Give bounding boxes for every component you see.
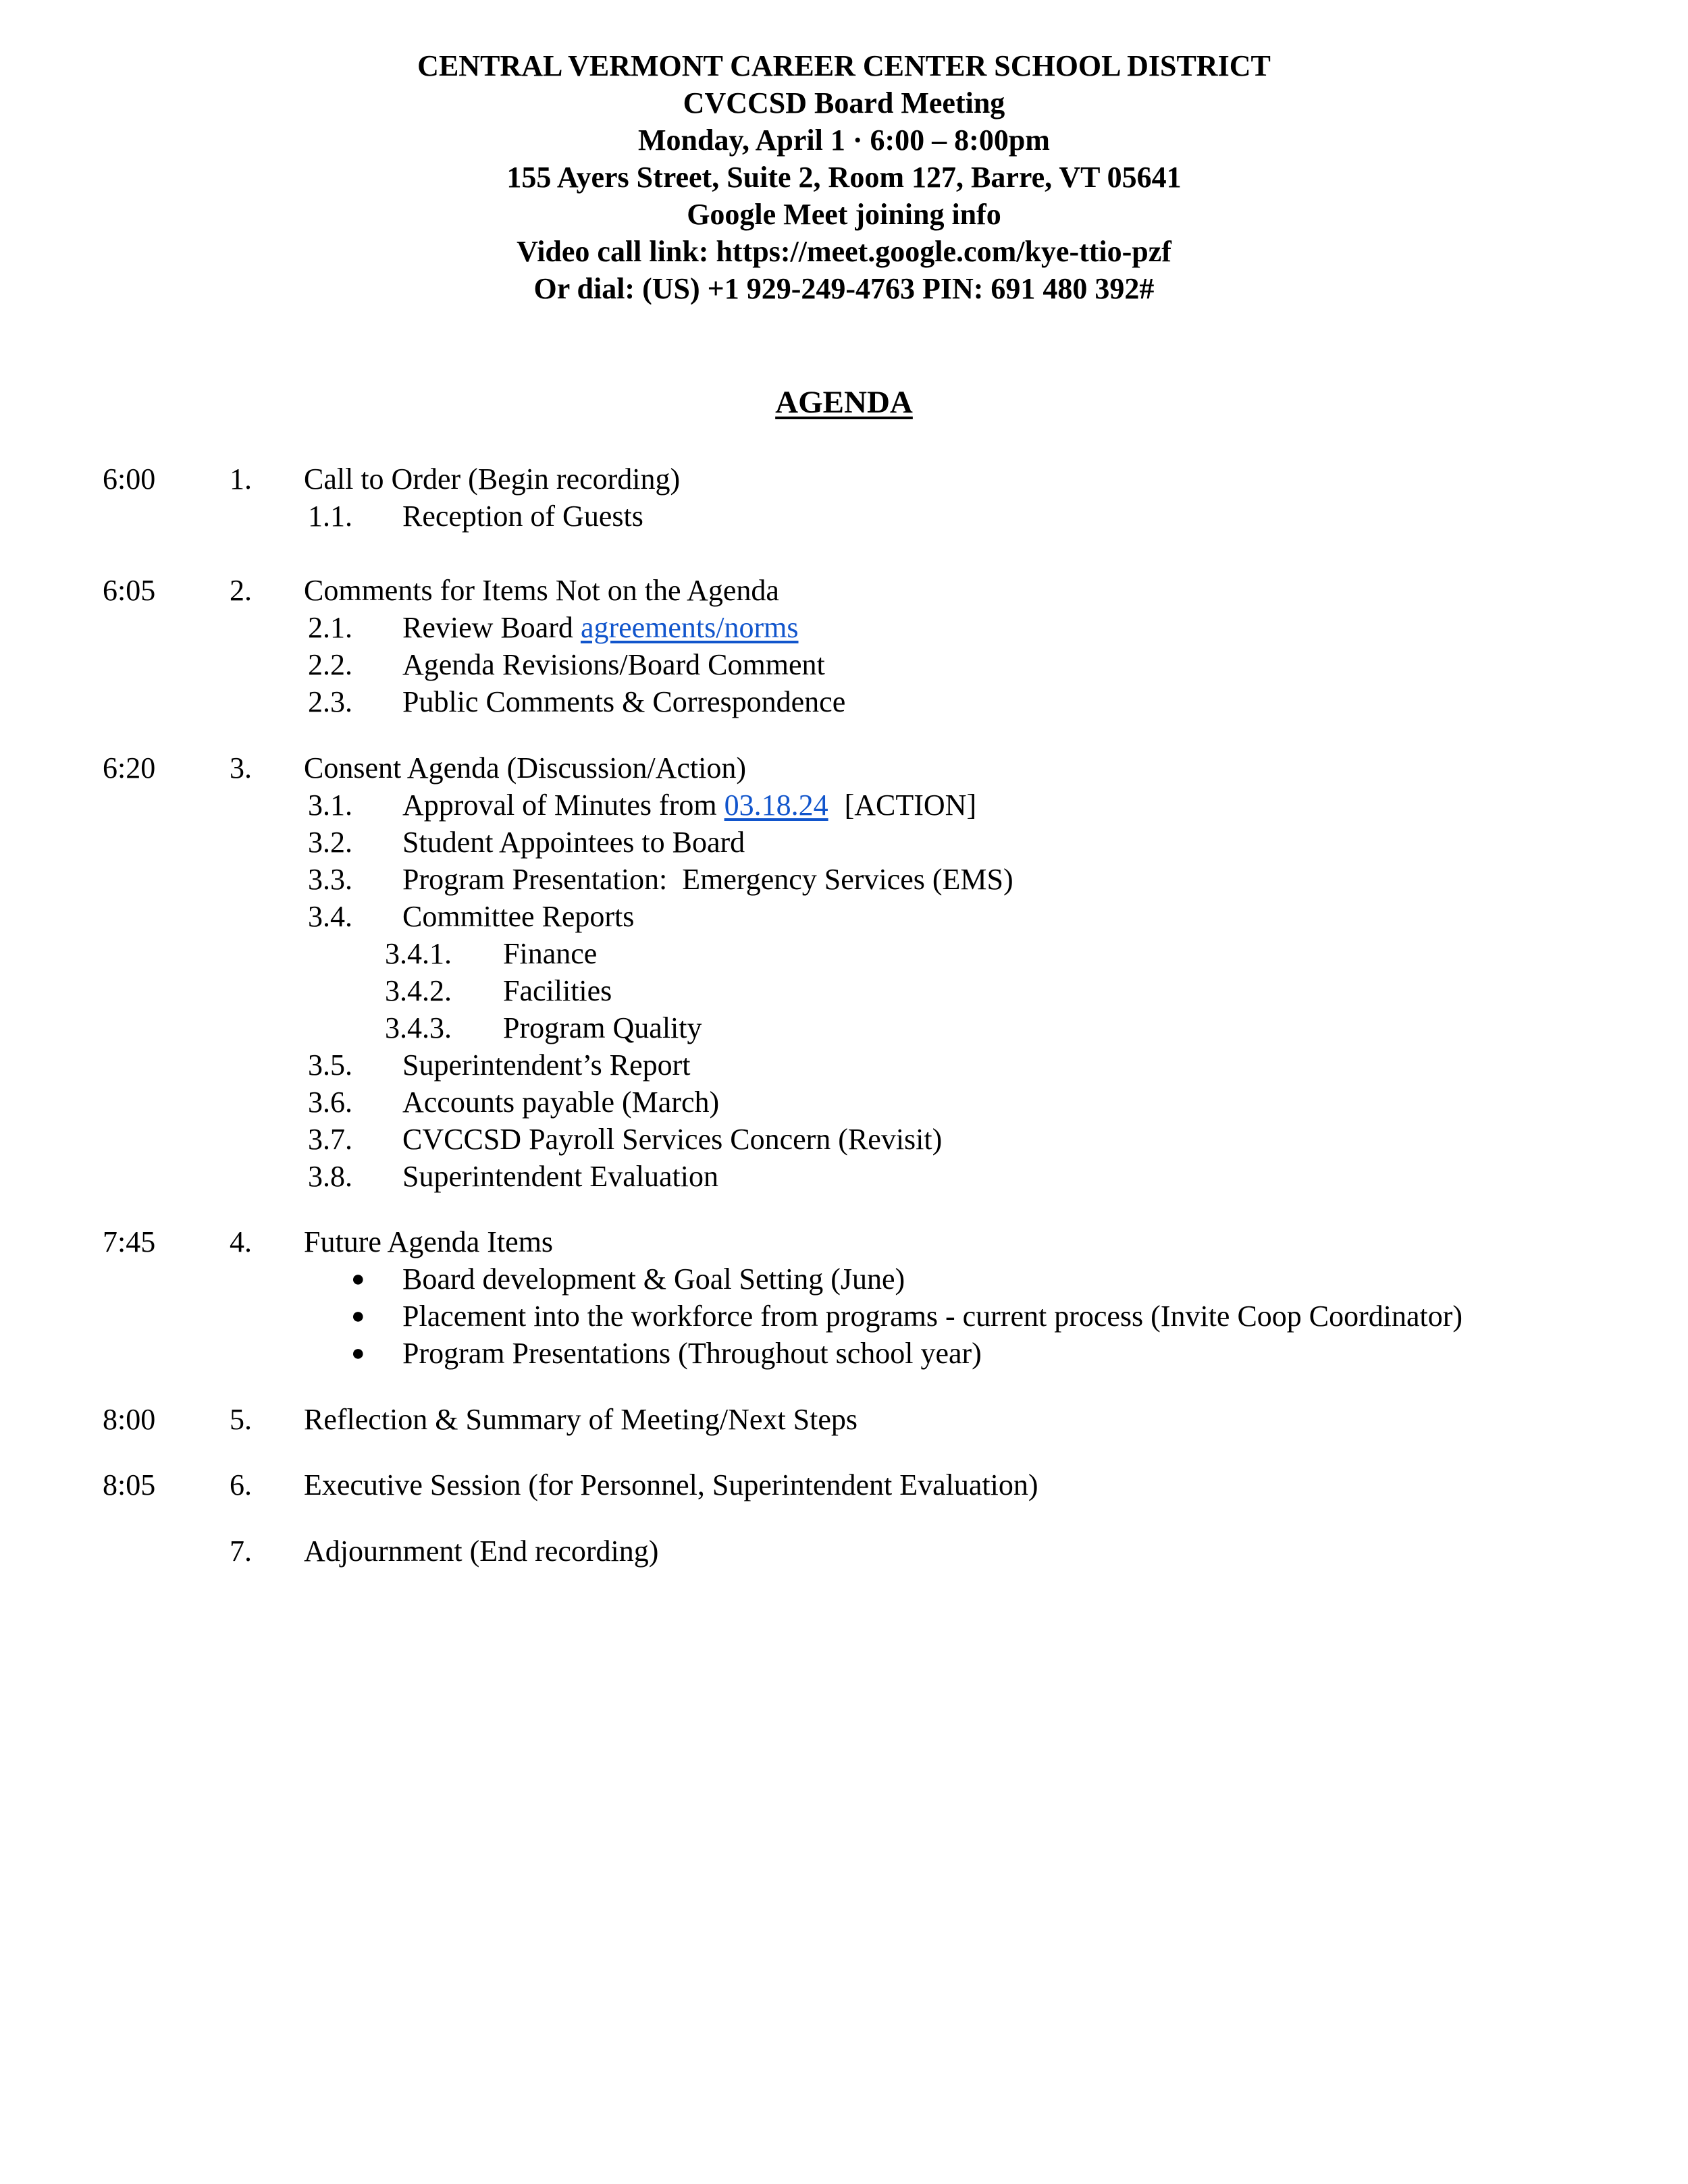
subitem-number: 3.4. [308, 900, 352, 933]
bullet-icon: ● [351, 1267, 365, 1291]
agenda-subitem-3-8 [0, 1158, 1688, 1195]
subitem-text [402, 787, 976, 824]
agenda-subitem-3-1 [0, 787, 1688, 824]
item-text: Executive Session (for Personnel, Superintendent Evaluation) [304, 1468, 1038, 1501]
subsubitem-number: 3.4.1. [385, 937, 452, 970]
agreements-norms-link[interactable]: agreements/norms [580, 611, 799, 644]
subitem-text: Program Presentation: Emergency Services (EMS) [402, 863, 1013, 896]
agenda-title: AGENDA [775, 385, 913, 420]
agenda-item-5 [0, 1401, 1688, 1438]
subitem-number: 3.1. [308, 789, 352, 822]
item-text: Reflection & Summary of Meeting/Next Steps [304, 1403, 858, 1436]
agenda-item-3 [0, 749, 1688, 787]
agenda-subitem-3-7 [0, 1121, 1688, 1158]
item-number: 5. [230, 1403, 252, 1436]
subitem-text [402, 609, 799, 646]
agenda-subitem-3-5 [0, 1046, 1688, 1084]
item-time: 6:20 [103, 751, 156, 784]
subitem-number: 2.2. [308, 648, 352, 681]
subitem-text: Student Appointees to Board [402, 826, 745, 859]
subitem-number: 3.8. [308, 1160, 352, 1193]
subitem-text-prefix: Approval of Minutes from [402, 789, 724, 822]
item-number: 7. [230, 1535, 252, 1568]
agenda-item-1 [0, 460, 1688, 498]
subsubitem-number: 3.4.2. [385, 974, 452, 1007]
subitem-number: 3.7. [308, 1123, 352, 1156]
subitem-text: Agenda Revisions/Board Comment [402, 648, 825, 681]
item-time: 7:45 [103, 1225, 156, 1258]
item-time: 6:05 [103, 574, 156, 607]
meeting-address: 155 Ayers Street, Suite 2, Room 127, Barre, VT 05641 [506, 161, 1182, 194]
agenda-subitem-2-3 [0, 683, 1688, 720]
subitem-text: Public Comments & Correspondence [402, 685, 846, 718]
subitem-number: 3.5. [308, 1048, 352, 1082]
subsubitem-text: Facilities [503, 974, 612, 1007]
agenda-subitem-3-2 [0, 824, 1688, 861]
item-text: Adjournment (End recording) [304, 1535, 659, 1568]
subitem-text: Committee Reports [402, 900, 635, 933]
dial-in-info: Or dial: (US) +1 929-249-4763 PIN: 691 480 392# [533, 272, 1155, 305]
bullet-icon: ● [351, 1341, 365, 1366]
item-time: 6:00 [103, 462, 156, 496]
subitem-text: CVCCSD Payroll Services Concern (Revisit) [402, 1123, 943, 1156]
bullet-text: Board development & Goal Setting (June) [402, 1262, 905, 1296]
subsubitem-text: Finance [503, 937, 598, 970]
minutes-03-18-24-link[interactable]: 03.18.24 [724, 789, 828, 822]
item-text: Consent Agenda (Discussion/Action) [304, 751, 747, 784]
bullet-item [0, 1298, 1688, 1335]
agenda-subitem-2-2 [0, 646, 1688, 683]
bullet-text: Placement into the workforce from programs - current process (Invite Coop Coordinator) [402, 1300, 1463, 1333]
subitem-number: 3.3. [308, 863, 352, 896]
item-time: 8:00 [103, 1403, 156, 1436]
agenda-subsubitem-3-4-1 [0, 935, 1688, 972]
item-time: 8:05 [103, 1468, 156, 1501]
agenda-subitem-3-6 [0, 1084, 1688, 1121]
meet-joining-info: Google Meet joining info [687, 198, 1001, 231]
subitem-text: Superintendent Evaluation [402, 1160, 718, 1193]
video-call-link: Video call link: https://meet.google.com/kye-ttio-pzf [517, 235, 1171, 268]
subitem-text: Reception of Guests [402, 500, 643, 533]
subitem-number: 2.3. [308, 685, 352, 718]
item-number: 6. [230, 1468, 252, 1501]
subsubitem-number: 3.4.3. [385, 1011, 452, 1044]
subitem-text: Accounts payable (March) [402, 1086, 720, 1119]
item-number: 4. [230, 1225, 252, 1258]
agenda-subitem-3-4 [0, 898, 1688, 935]
item-number: 1. [230, 462, 252, 496]
subitem-number: 2.1. [308, 611, 352, 644]
bullet-text: Program Presentations (Throughout school year) [402, 1337, 982, 1370]
meeting-title: CVCCSD Board Meeting [683, 86, 1005, 119]
item-number: 2. [230, 574, 252, 607]
org-name: CENTRAL VERMONT CAREER CENTER SCHOOL DISTRICT [417, 49, 1271, 82]
subitem-number: 3.2. [308, 826, 352, 859]
subsubitem-text: Program Quality [503, 1011, 702, 1044]
agenda-subitem-3-3 [0, 861, 1688, 898]
agenda-item-4 [0, 1223, 1688, 1260]
agenda-item-2 [0, 572, 1688, 609]
item-text: Comments for Items Not on the Agenda [304, 574, 779, 607]
bullet-item [0, 1335, 1688, 1372]
agenda-subsubitem-3-4-3 [0, 1009, 1688, 1046]
action-tag: [ACTION] [844, 789, 977, 822]
agenda-item-6 [0, 1466, 1688, 1503]
item-text: Future Agenda Items [304, 1225, 554, 1258]
subitem-number: 3.6. [308, 1086, 352, 1119]
agenda-item-7 [0, 1533, 1688, 1570]
subitem-text: Superintendent’s Report [402, 1048, 691, 1082]
item-number: 3. [230, 751, 252, 784]
subitem-number: 1.1. [308, 500, 352, 533]
subitem-text-prefix: Review Board [402, 611, 581, 644]
agenda-subsubitem-3-4-2 [0, 972, 1688, 1009]
agenda-subitem-1-1 [0, 498, 1688, 535]
meeting-datetime: Monday, April 1 · 6:00 – 8:00pm [638, 124, 1050, 157]
document-header [0, 47, 1688, 307]
bullet-icon: ● [351, 1304, 365, 1329]
item-text: Call to Order (Begin recording) [304, 462, 681, 496]
agenda-subitem-2-1 [0, 609, 1688, 646]
bullet-item [0, 1260, 1688, 1298]
